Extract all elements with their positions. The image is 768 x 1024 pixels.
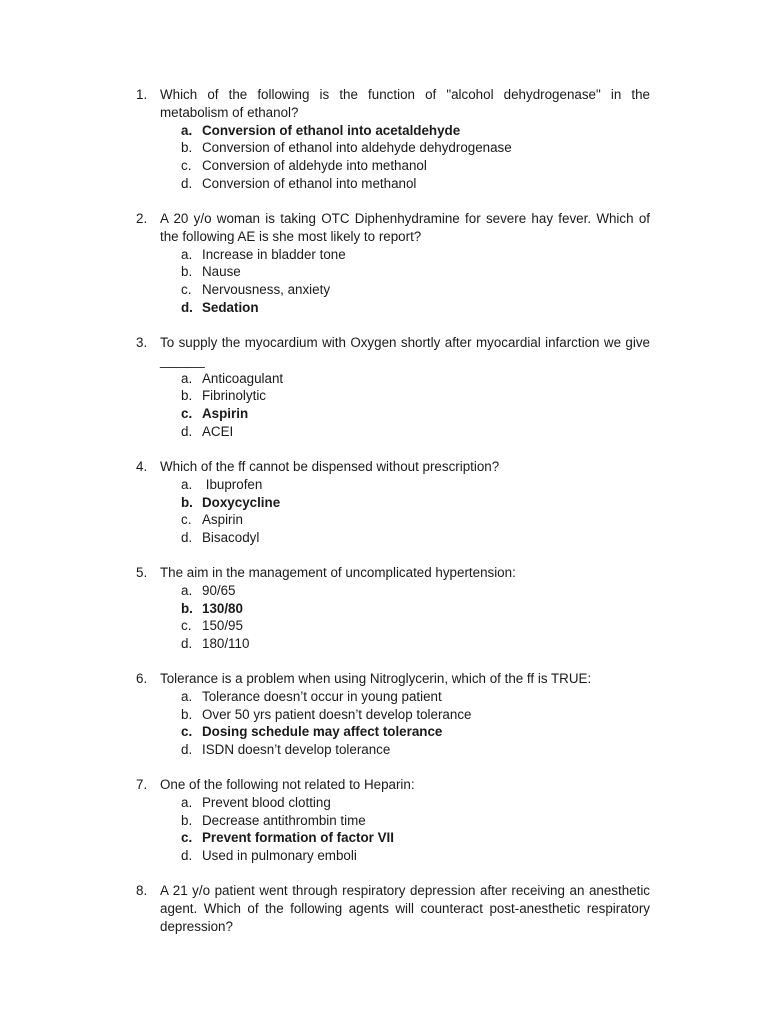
option-letter: c. — [181, 406, 193, 422]
option-letter: d. — [181, 848, 193, 864]
option-b — [136, 263, 650, 281]
question-text: Which of the ff cannot be dispensed without prescription? — [160, 459, 500, 474]
option-b — [136, 812, 650, 830]
option-letter: b. — [181, 812, 193, 828]
option-b-correct — [136, 494, 650, 512]
question-text: One of the following not related to Heparin: — [160, 777, 415, 792]
option-text: Conversion of ethanol into aldehyde dehydrogenase — [202, 140, 512, 156]
option-d — [136, 847, 650, 865]
option-text: 130/80 — [202, 600, 243, 616]
option-letter: b. — [181, 264, 193, 280]
option-list — [136, 582, 650, 653]
option-c-correct — [136, 405, 650, 423]
option-list — [136, 122, 650, 193]
option-text: Nause — [202, 264, 241, 280]
option-letter: b. — [181, 494, 193, 510]
question-number: 3. — [136, 335, 148, 350]
option-text: Anticoagulant — [202, 370, 284, 386]
question-text: A 20 y/o woman is taking OTC Diphenhydramine for severe hay fever. Which of the following AE is she most likely to report? — [160, 211, 650, 244]
option-b — [136, 706, 650, 724]
question-2 — [136, 210, 650, 317]
option-a — [136, 370, 650, 388]
option-a — [136, 476, 650, 494]
option-a — [136, 582, 650, 600]
option-letter: c. — [181, 158, 192, 174]
option-list — [136, 370, 650, 441]
option-c-correct — [136, 829, 650, 847]
option-d-correct — [136, 299, 650, 317]
question-text: Tolerance is a problem when using Nitroglycerin, which of the ff is TRUE: — [160, 671, 592, 686]
option-letter: c. — [181, 512, 192, 528]
question-text: To supply the myocardium with Oxygen shortly after myocardial infarction we give ______ — [160, 335, 650, 368]
option-list — [136, 794, 650, 865]
option-text: Prevent blood clotting — [202, 794, 331, 810]
question-number: 1. — [136, 87, 148, 102]
option-text: Nervousness, anxiety — [202, 282, 331, 298]
option-text: 150/95 — [202, 618, 243, 634]
question-number: 2. — [136, 211, 148, 226]
option-text: ISDN doesn’t develop tolerance — [202, 742, 391, 758]
option-letter: d. — [181, 636, 193, 652]
question-number: 4. — [136, 459, 148, 474]
question-5 — [136, 564, 650, 653]
question-text: Which of the following is the function of "alcohol dehydrogenase" in the metabolism of ethanol? — [160, 87, 650, 120]
option-letter: c. — [181, 724, 193, 740]
option-letter: c. — [181, 282, 192, 298]
option-c — [136, 511, 650, 529]
option-letter: d. — [181, 175, 193, 191]
option-text: Ibuprofen — [202, 476, 263, 492]
option-list — [136, 476, 650, 547]
question-6 — [136, 670, 650, 759]
option-text: Aspirin — [202, 406, 249, 422]
option-letter: d. — [181, 299, 193, 315]
question-8 — [136, 882, 650, 935]
option-text: Bisacodyl — [202, 530, 260, 546]
option-text: Conversion of aldehyde into methanol — [202, 158, 427, 174]
question-1 — [136, 86, 650, 193]
option-letter: b. — [181, 388, 193, 404]
option-list — [136, 246, 650, 317]
option-letter: c. — [181, 618, 192, 634]
question-number: 8. — [136, 883, 148, 898]
question-7 — [136, 776, 650, 865]
option-d — [136, 529, 650, 547]
option-letter: a. — [181, 122, 193, 138]
question-3 — [136, 334, 650, 441]
question-text: A 21 y/o patient went through respiratory depression after receiving an anesthetic agent. Which of the following agents will counteract post-anesthetic respiratory depression? — [160, 883, 650, 934]
option-letter: d. — [181, 742, 193, 758]
option-text: Prevent formation of factor VII — [202, 830, 394, 846]
option-text: Aspirin — [202, 512, 243, 528]
question-number: 5. — [136, 565, 148, 580]
option-letter: a. — [181, 794, 193, 810]
option-c — [136, 617, 650, 635]
option-letter: b. — [181, 140, 193, 156]
option-a-correct — [136, 122, 650, 140]
option-d — [136, 175, 650, 193]
option-text: Over 50 yrs patient doesn’t develop tolerance — [202, 706, 472, 722]
option-text: Sedation — [202, 299, 259, 315]
option-text: Increase in bladder tone — [202, 246, 346, 262]
option-a — [136, 246, 650, 264]
option-letter: c. — [181, 830, 193, 846]
option-b-correct — [136, 600, 650, 618]
option-letter: b. — [181, 600, 193, 616]
option-text: Tolerance doesn’t occur in young patient — [202, 688, 442, 704]
option-b — [136, 387, 650, 405]
option-letter: b. — [181, 706, 193, 722]
option-c-correct — [136, 723, 650, 741]
option-text: 180/110 — [202, 636, 250, 652]
option-letter: a. — [181, 582, 193, 598]
option-text: Conversion of ethanol into acetaldehyde — [202, 122, 461, 138]
option-text: ACEI — [202, 423, 234, 439]
option-b — [136, 139, 650, 157]
option-text: 90/65 — [202, 582, 236, 598]
option-letter: a. — [181, 370, 193, 386]
option-letter: a. — [181, 476, 193, 492]
option-letter: d. — [181, 530, 193, 546]
option-a — [136, 794, 650, 812]
option-d — [136, 741, 650, 759]
option-text: Decrease antithrombin time — [202, 812, 366, 828]
option-c — [136, 281, 650, 299]
question-number: 6. — [136, 671, 148, 686]
option-letter: a. — [181, 246, 193, 262]
question-number: 7. — [136, 777, 148, 792]
option-c — [136, 157, 650, 175]
option-text: Used in pulmonary emboli — [202, 848, 357, 864]
option-a — [136, 688, 650, 706]
question-4 — [136, 458, 650, 547]
option-letter: a. — [181, 688, 193, 704]
option-text: Doxycycline — [202, 494, 281, 510]
question-text: The aim in the management of uncomplicated hypertension: — [160, 565, 516, 580]
option-text: Dosing schedule may affect tolerance — [202, 724, 443, 740]
option-d — [136, 423, 650, 441]
option-text: Conversion of ethanol into methanol — [202, 175, 417, 191]
option-d — [136, 635, 650, 653]
option-list — [136, 688, 650, 759]
option-text: Fibrinolytic — [202, 388, 266, 404]
option-letter: d. — [181, 423, 193, 439]
